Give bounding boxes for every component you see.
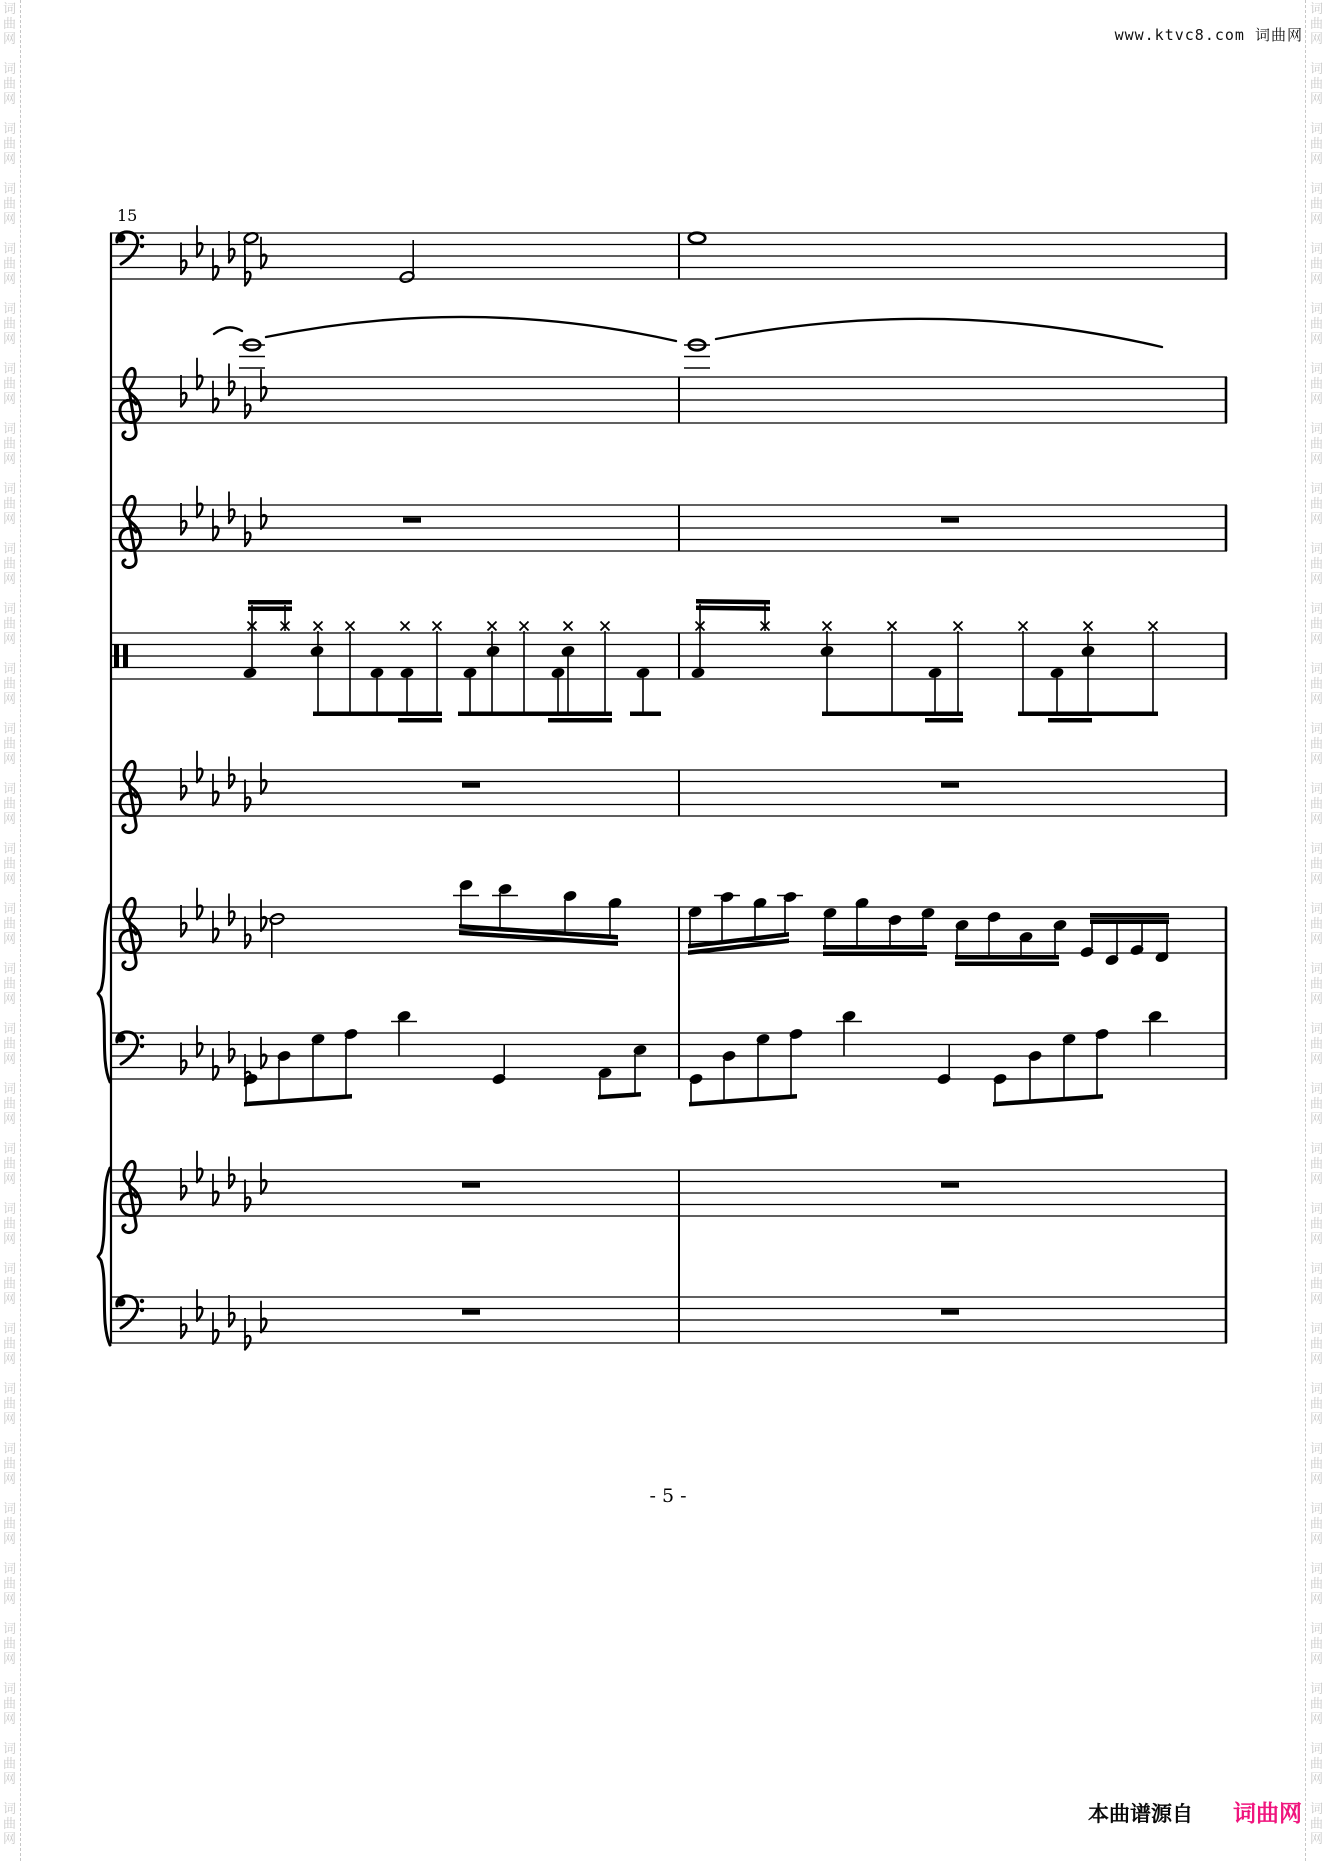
watermark-char: 词 bbox=[1310, 541, 1324, 556]
footer-source-label: 本曲谱源自 bbox=[1088, 1803, 1193, 1826]
watermark-char: 词 bbox=[3, 1741, 17, 1756]
watermark-char: 曲 bbox=[3, 136, 17, 151]
watermark-char: 曲 bbox=[3, 1036, 17, 1051]
watermark-char: 网 bbox=[3, 1351, 17, 1366]
watermark-char: 词 bbox=[3, 1621, 17, 1636]
watermark-char: 词 bbox=[3, 841, 17, 856]
watermark-char: 网 bbox=[3, 31, 17, 46]
watermark-char: 曲 bbox=[1310, 436, 1324, 451]
watermark-char: 网 bbox=[1310, 1771, 1324, 1786]
watermark-char: 网 bbox=[3, 331, 17, 346]
watermark-char: 词 bbox=[3, 1, 17, 16]
watermark-char: 词 bbox=[1310, 1441, 1324, 1456]
watermark-char: 曲 bbox=[3, 196, 17, 211]
watermark-char: 曲 bbox=[3, 1696, 17, 1711]
watermark-char: 曲 bbox=[3, 1576, 17, 1591]
watermark-char: 词 bbox=[1310, 961, 1324, 976]
watermark-char: 词 bbox=[3, 481, 17, 496]
watermark-char: 曲 bbox=[1310, 1156, 1324, 1171]
watermark-char: 词 bbox=[3, 1501, 17, 1516]
watermark-char: 词 bbox=[3, 1261, 17, 1276]
watermark-char: 词 bbox=[3, 1381, 17, 1396]
watermark-char: 词 bbox=[1310, 601, 1324, 616]
watermark-char: 网 bbox=[3, 691, 17, 706]
watermark-char: 曲 bbox=[3, 1276, 17, 1291]
watermark-char: 曲 bbox=[1310, 676, 1324, 691]
watermark-char: 曲 bbox=[1310, 856, 1324, 871]
watermark-char: 词 bbox=[3, 301, 17, 316]
watermark-char: 曲 bbox=[1310, 976, 1324, 991]
watermark-char: 网 bbox=[1310, 1591, 1324, 1606]
watermark-char: 词 bbox=[1310, 661, 1324, 676]
watermark-char: 词 bbox=[1310, 1021, 1324, 1036]
watermark-char: 词 bbox=[1310, 1261, 1324, 1276]
watermark-char: 曲 bbox=[1310, 1216, 1324, 1231]
watermark-char: 曲 bbox=[1310, 1576, 1324, 1591]
watermark-char: 网 bbox=[1310, 1111, 1324, 1126]
watermark-char: 网 bbox=[1310, 1531, 1324, 1546]
watermark-char: 曲 bbox=[3, 1156, 17, 1171]
watermark-char: 网 bbox=[3, 1231, 17, 1246]
watermark-char: 网 bbox=[1310, 991, 1324, 1006]
watermark-char: 词 bbox=[1310, 901, 1324, 916]
watermark-char: 曲 bbox=[1310, 256, 1324, 271]
watermark-char: 词 bbox=[3, 1681, 17, 1696]
watermark-char: 词 bbox=[1310, 241, 1324, 256]
watermark-char: 网 bbox=[1310, 1831, 1324, 1846]
watermark-char: 曲 bbox=[1310, 1696, 1324, 1711]
watermark-char: 网 bbox=[3, 631, 17, 646]
watermark-char: 曲 bbox=[1310, 76, 1324, 91]
watermark-char: 曲 bbox=[3, 616, 17, 631]
watermark-char: 曲 bbox=[3, 556, 17, 571]
watermark-char: 词 bbox=[3, 1801, 17, 1816]
watermark-char: 曲 bbox=[1310, 1816, 1324, 1831]
watermark-char: 网 bbox=[3, 1411, 17, 1426]
watermark-char: 曲 bbox=[1310, 1096, 1324, 1111]
watermark-char: 词 bbox=[1310, 1321, 1324, 1336]
watermark-char: 曲 bbox=[3, 76, 17, 91]
watermark-char: 网 bbox=[3, 211, 17, 226]
watermark-char: 网 bbox=[1310, 151, 1324, 166]
watermark-char: 曲 bbox=[1310, 1036, 1324, 1051]
watermark-char: 曲 bbox=[3, 1756, 17, 1771]
watermark-char: 网 bbox=[1310, 1351, 1324, 1366]
watermark-char: 网 bbox=[1310, 631, 1324, 646]
watermark-char: 曲 bbox=[1310, 376, 1324, 391]
watermark-char: 网 bbox=[3, 1471, 17, 1486]
watermark-char: 词 bbox=[3, 1561, 17, 1576]
watermark-char: 网 bbox=[3, 1651, 17, 1666]
watermark-char: 网 bbox=[1310, 331, 1324, 346]
watermark-char: 词 bbox=[3, 361, 17, 376]
watermark-char: 曲 bbox=[3, 1516, 17, 1531]
watermark-char: 曲 bbox=[1310, 616, 1324, 631]
watermark-char: 网 bbox=[3, 1111, 17, 1126]
watermark-char: 网 bbox=[1310, 1231, 1324, 1246]
watermark-char: 曲 bbox=[3, 16, 17, 31]
watermark-char: 网 bbox=[3, 451, 17, 466]
watermark-char: 曲 bbox=[3, 1636, 17, 1651]
watermark-char: 词 bbox=[1310, 1501, 1324, 1516]
watermark-char: 词 bbox=[1310, 841, 1324, 856]
watermark-char: 曲 bbox=[3, 376, 17, 391]
watermark-char: 曲 bbox=[1310, 796, 1324, 811]
watermark-char: 词 bbox=[1310, 1, 1324, 16]
watermark-char: 网 bbox=[1310, 931, 1324, 946]
watermark-char: 网 bbox=[3, 991, 17, 1006]
watermark-char: 词 bbox=[3, 181, 17, 196]
watermark-char: 网 bbox=[3, 811, 17, 826]
watermark-char: 词 bbox=[1310, 181, 1324, 196]
watermark-char: 曲 bbox=[3, 1456, 17, 1471]
watermark-char: 网 bbox=[3, 271, 17, 286]
watermark-char: 曲 bbox=[1310, 1756, 1324, 1771]
watermark-char: 曲 bbox=[3, 1816, 17, 1831]
watermark-char: 曲 bbox=[1310, 316, 1324, 331]
footer-site-name: 词曲网 bbox=[1233, 1800, 1302, 1826]
watermark-char: 词 bbox=[3, 541, 17, 556]
watermark-char: 网 bbox=[1310, 1471, 1324, 1486]
watermark-char: 词 bbox=[1310, 121, 1324, 136]
watermark-char: 曲 bbox=[1310, 136, 1324, 151]
watermark-char: 词 bbox=[3, 1021, 17, 1036]
watermark-char: 词 bbox=[3, 121, 17, 136]
watermark-char: 网 bbox=[1310, 691, 1324, 706]
watermark-char: 词 bbox=[1310, 1141, 1324, 1156]
watermark-char: 曲 bbox=[1310, 736, 1324, 751]
watermark-char: 曲 bbox=[3, 856, 17, 871]
watermark-char: 曲 bbox=[1310, 916, 1324, 931]
watermark-char: 词 bbox=[3, 781, 17, 796]
watermark-char: 词 bbox=[1310, 1741, 1324, 1756]
watermark-char: 曲 bbox=[3, 676, 17, 691]
watermark-char: 词 bbox=[1310, 301, 1324, 316]
watermark-char: 曲 bbox=[3, 496, 17, 511]
watermark-char: 网 bbox=[1310, 1291, 1324, 1306]
watermark-char: 网 bbox=[3, 1531, 17, 1546]
watermark-char: 词 bbox=[1310, 1081, 1324, 1096]
watermark-char: 曲 bbox=[1310, 16, 1324, 31]
watermark-char: 词 bbox=[3, 661, 17, 676]
watermark-char: 曲 bbox=[3, 316, 17, 331]
watermark-char: 词 bbox=[3, 61, 17, 76]
watermark-char: 网 bbox=[3, 1711, 17, 1726]
watermark-char: 词 bbox=[1310, 421, 1324, 436]
watermark-char: 网 bbox=[1310, 511, 1324, 526]
watermark-char: 曲 bbox=[3, 976, 17, 991]
watermark-char: 网 bbox=[1310, 451, 1324, 466]
watermark-char: 网 bbox=[3, 1591, 17, 1606]
watermark-char: 网 bbox=[3, 511, 17, 526]
watermark-char: 词 bbox=[1310, 1201, 1324, 1216]
watermark-char: 词 bbox=[1310, 61, 1324, 76]
watermark-char: 曲 bbox=[3, 1336, 17, 1351]
watermark-char: 曲 bbox=[3, 736, 17, 751]
watermark-char: 网 bbox=[1310, 391, 1324, 406]
watermark-char: 词 bbox=[1310, 781, 1324, 796]
watermark-char: 词 bbox=[1310, 361, 1324, 376]
watermark-char: 网 bbox=[3, 1831, 17, 1846]
watermark-char: 网 bbox=[1310, 751, 1324, 766]
watermark-char: 曲 bbox=[3, 1396, 17, 1411]
watermark-char: 网 bbox=[3, 1771, 17, 1786]
watermark-char: 网 bbox=[1310, 31, 1324, 46]
watermark-char: 网 bbox=[1310, 1051, 1324, 1066]
watermark-char: 词 bbox=[1310, 1561, 1324, 1576]
watermark-char: 网 bbox=[1310, 91, 1324, 106]
watermark-char: 网 bbox=[1310, 871, 1324, 886]
watermark-char: 词 bbox=[3, 1141, 17, 1156]
watermark-char: 曲 bbox=[3, 916, 17, 931]
watermark-char: 词 bbox=[1310, 1621, 1324, 1636]
watermark-char: 曲 bbox=[1310, 1336, 1324, 1351]
watermark-char: 词 bbox=[3, 1081, 17, 1096]
watermark-char: 曲 bbox=[1310, 1456, 1324, 1471]
watermark-char: 词 bbox=[3, 901, 17, 916]
watermark-char: 网 bbox=[3, 871, 17, 886]
watermark-char: 曲 bbox=[1310, 1396, 1324, 1411]
watermark-char: 曲 bbox=[1310, 496, 1324, 511]
watermark-char: 网 bbox=[1310, 271, 1324, 286]
page-number: - 5 - bbox=[649, 1485, 687, 1507]
watermark-char: 词 bbox=[3, 421, 17, 436]
watermark-char: 网 bbox=[3, 1171, 17, 1186]
watermark-char: 词 bbox=[3, 1441, 17, 1456]
watermark-char: 词 bbox=[3, 721, 17, 736]
watermark-char: 网 bbox=[3, 1291, 17, 1306]
watermark-char: 曲 bbox=[3, 1216, 17, 1231]
watermark-char: 网 bbox=[1310, 811, 1324, 826]
watermark-char: 网 bbox=[1310, 1711, 1324, 1726]
watermark-char: 网 bbox=[1310, 571, 1324, 586]
watermark-char: 网 bbox=[3, 571, 17, 586]
watermark-char: 曲 bbox=[1310, 1276, 1324, 1291]
watermark-char: 网 bbox=[1310, 1651, 1324, 1666]
watermark-char: 曲 bbox=[3, 436, 17, 451]
watermark-char: 网 bbox=[3, 751, 17, 766]
watermark-char: 词 bbox=[3, 1201, 17, 1216]
watermark-char: 词 bbox=[3, 961, 17, 976]
watermark-char: 网 bbox=[3, 391, 17, 406]
watermark-char: 词 bbox=[1310, 1801, 1324, 1816]
watermark-char: 词 bbox=[1310, 481, 1324, 496]
watermark-char: 曲 bbox=[3, 796, 17, 811]
watermark-char: 曲 bbox=[1310, 556, 1324, 571]
watermark-char: 网 bbox=[1310, 1171, 1324, 1186]
watermark-char: 网 bbox=[3, 151, 17, 166]
watermark-char: 曲 bbox=[3, 256, 17, 271]
footer bbox=[1088, 1795, 1302, 1828]
watermark-char: 网 bbox=[1310, 211, 1324, 226]
watermark-char: 网 bbox=[3, 931, 17, 946]
measure-number: 15 bbox=[117, 206, 138, 225]
watermark-char: 曲 bbox=[1310, 1636, 1324, 1651]
watermark-char: 网 bbox=[3, 91, 17, 106]
watermark-char: 曲 bbox=[1310, 196, 1324, 211]
watermark-char: 词 bbox=[3, 241, 17, 256]
watermark-char: 词 bbox=[1310, 721, 1324, 736]
watermark-char: 网 bbox=[1310, 1411, 1324, 1426]
watermark-char: 网 bbox=[3, 1051, 17, 1066]
watermark-char: 词 bbox=[3, 1321, 17, 1336]
watermark-char: 曲 bbox=[1310, 1516, 1324, 1531]
watermark-char: 词 bbox=[1310, 1381, 1324, 1396]
watermark-char: 曲 bbox=[3, 1096, 17, 1111]
site-url-text: www.ktvc8.com 词曲网 bbox=[1114, 26, 1303, 44]
watermark-char: 词 bbox=[1310, 1681, 1324, 1696]
watermark-char: 词 bbox=[3, 601, 17, 616]
